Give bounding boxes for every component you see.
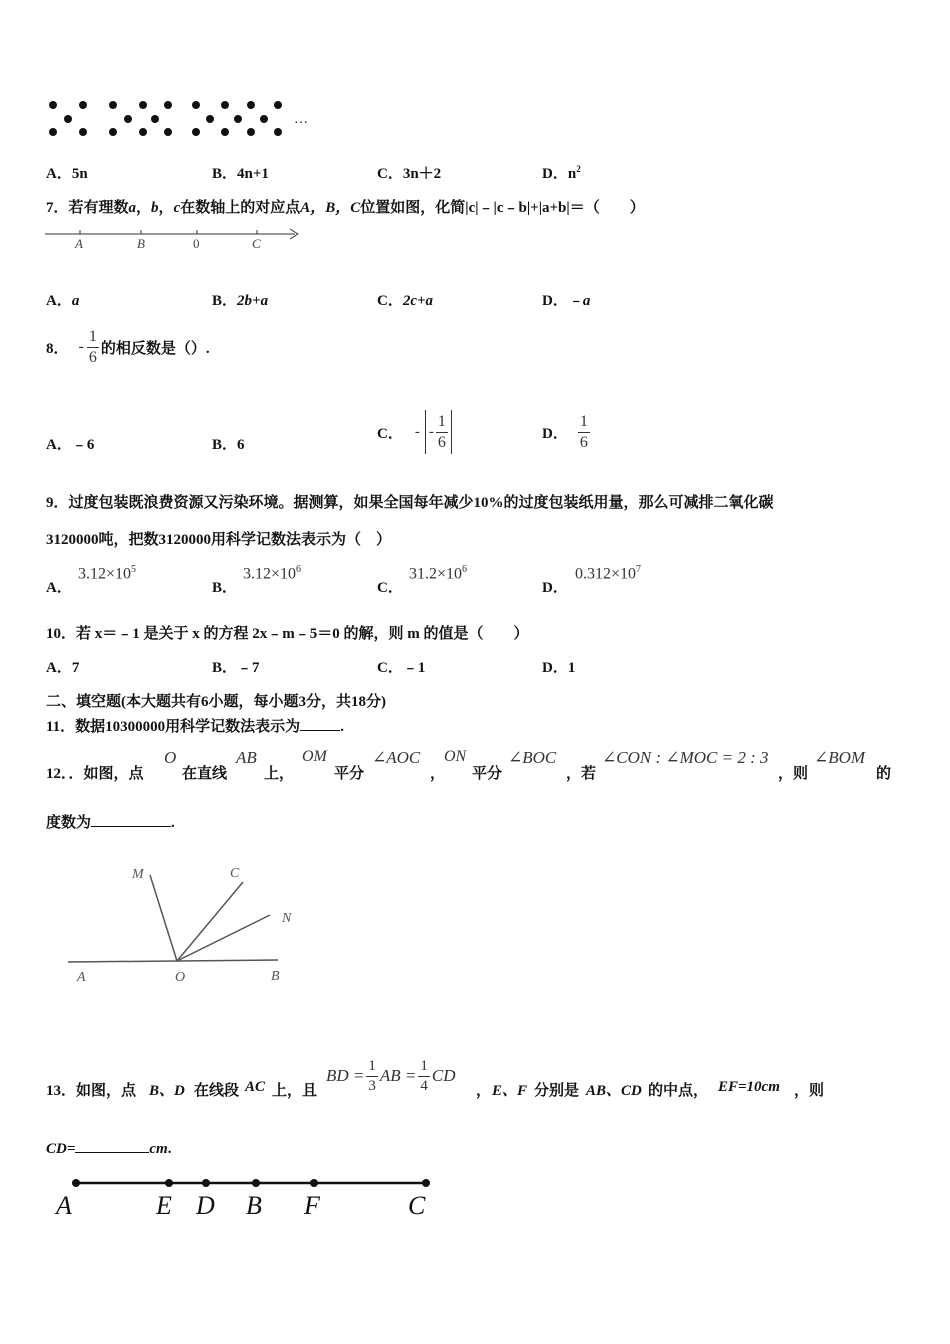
fraction: $\frac{1}{6}$ xyxy=(88,327,97,366)
dot xyxy=(192,128,200,136)
q8-option-a[interactable]: A．﹣6 xyxy=(46,437,95,453)
answer-blank[interactable] xyxy=(91,826,171,827)
q9-option-b-letter[interactable]: B． xyxy=(212,580,238,596)
number-line-figure xyxy=(40,222,305,254)
q7-option-a[interactable]: A．a xyxy=(46,293,80,309)
q12-stem-line2: 度数为 . xyxy=(46,815,175,831)
q7-option-d[interactable]: D．﹣a xyxy=(542,293,591,309)
q8-option-b[interactable]: B．6 xyxy=(212,437,245,453)
dot xyxy=(109,101,117,109)
label-n: N xyxy=(282,911,292,926)
q7-option-b[interactable]: B．2b+a xyxy=(212,293,269,309)
dot xyxy=(192,101,200,109)
dot xyxy=(79,128,87,136)
label-c: C xyxy=(230,866,240,881)
point xyxy=(252,1179,260,1187)
q8-stem: 8． - $\frac{1}{6}$ 的相反数是（）. xyxy=(46,327,210,366)
dot xyxy=(221,101,229,109)
point xyxy=(310,1179,318,1187)
axis-label-c: C xyxy=(252,236,261,251)
q9-option-a-letter[interactable]: A． xyxy=(46,580,72,596)
q9-option-d-letter[interactable]: D． xyxy=(542,580,568,596)
label-o: O xyxy=(175,970,186,985)
ellipsis: … xyxy=(294,112,308,127)
label-a: A xyxy=(77,970,86,985)
dot xyxy=(139,101,147,109)
fraction: $\frac{1}{4}$ xyxy=(420,1057,428,1094)
fraction: $\frac{1}{3}$ xyxy=(368,1057,376,1094)
section-title: 二、填空题(本大题共有6小题，每小题3分，共18分) xyxy=(46,694,386,710)
q9-option-c[interactable]: $31.2\times 10^6$ xyxy=(409,564,468,583)
fraction: $\frac{1}{6}$ xyxy=(437,412,446,451)
ratio-equation: BD = $\frac{1}{3}$ AB = $\frac{1}{4}$ CD xyxy=(326,1057,456,1094)
q10-option-d[interactable]: D．1 xyxy=(542,660,576,676)
dot xyxy=(247,101,255,109)
dot xyxy=(79,101,87,109)
dot xyxy=(206,115,214,123)
dot xyxy=(221,128,229,136)
axis-label-b: B xyxy=(137,236,145,251)
q9-stem-line1: 9．过度包装既浪费资源又污染环境。据测算，如果全国每年减少10%的过度包装纸用量，那么可减排二氧化碳 xyxy=(46,495,774,511)
q10-stem: 10．若 x＝﹣1 是关于 x 的方程 2x﹣m﹣5＝0 的解，则 m 的值是（ ） xyxy=(46,626,529,642)
q12-stem: 12．．如图，点 O 在直线 AB 上， OM 平分 ∠AOC ， ON 平分 ∠BOC ，若 ∠CON : ∠MOC = 2 : 3 ，则 ∠BOM 的 xyxy=(46,748,892,782)
q10-option-b[interactable]: B．﹣7 xyxy=(212,660,260,676)
q9-option-d[interactable]: $0.312\times 10^7$ xyxy=(575,564,642,583)
answer-blank[interactable] xyxy=(75,1152,149,1153)
dot xyxy=(49,101,57,109)
label-b: B xyxy=(246,1191,262,1220)
label-d: D xyxy=(196,1191,215,1220)
dot xyxy=(247,128,255,136)
dot xyxy=(260,115,268,123)
dot xyxy=(49,128,57,136)
q6-option-a[interactable]: A．5n xyxy=(46,166,88,182)
point xyxy=(422,1179,430,1187)
label-a: A xyxy=(56,1191,72,1220)
point xyxy=(165,1179,173,1187)
q8-option-d[interactable]: D． $\frac{1}{6}$ xyxy=(542,412,588,451)
label-c: C xyxy=(408,1191,426,1220)
q6-option-b[interactable]: B．4n+1 xyxy=(212,166,269,182)
angle-figure xyxy=(60,855,310,995)
q13-stem-line2: CD= cm. xyxy=(46,1141,172,1157)
absolute-value: - $\frac{1}{6}$ xyxy=(425,410,452,454)
q7-option-c[interactable]: C．2c+a xyxy=(377,293,434,309)
q9-option-c-letter[interactable]: C． xyxy=(377,580,403,596)
q6-option-c[interactable]: C．3n＋2 xyxy=(377,166,442,182)
fraction: $\frac{1}{6}$ xyxy=(579,412,588,451)
label-m: M xyxy=(132,867,144,882)
point xyxy=(202,1179,210,1187)
dot xyxy=(64,115,72,123)
label-e: E xyxy=(156,1191,172,1220)
answer-blank[interactable] xyxy=(300,730,340,731)
q7-stem: 7．若有理数a，b，c在数轴上的对应点A，B，C位置如图，化简|c|﹣|c﹣b|+|a+b|＝（ ） xyxy=(46,200,645,216)
axis-label-a: A xyxy=(75,236,83,251)
q10-option-c[interactable]: C．﹣1 xyxy=(377,660,426,676)
q8-option-c[interactable]: C． - - $\frac{1}{6}$ xyxy=(377,408,452,456)
dot xyxy=(164,101,172,109)
label-f: F xyxy=(304,1191,320,1220)
label-b: B xyxy=(271,969,280,984)
q10-option-a[interactable]: A．7 xyxy=(46,660,80,676)
dot xyxy=(234,115,242,123)
dot xyxy=(274,101,282,109)
dot xyxy=(109,128,117,136)
dot xyxy=(151,115,159,123)
axis-label-zero: 0 xyxy=(193,236,200,251)
dot xyxy=(274,128,282,136)
dot-pattern-figure xyxy=(40,95,300,145)
q9-option-a[interactable]: $3.12\times 10^5$ xyxy=(78,564,137,583)
q9-stem-line2: 3120000吨，把数3120000用科学记数法表示为（ ） xyxy=(46,532,392,548)
q9-option-b[interactable]: $3.12\times 10^6$ xyxy=(243,564,302,583)
dot xyxy=(139,128,147,136)
q11-stem: 11．数据10300000用科学记数法表示为 . xyxy=(46,719,344,735)
dot xyxy=(164,128,172,136)
segment-figure xyxy=(50,1170,440,1225)
q6-option-d[interactable]: D．$n^2$ xyxy=(542,164,581,182)
dot xyxy=(124,115,132,123)
q13-stem: 13．如图，点 B、D 在线段 AC 上，且 BD = $\frac{1}{3}$ AB = $\frac{1}{4}$ CD ， E、F 分别是 AB、CD 的中点， EF=10cm ，则 xyxy=(46,1050,866,1102)
point xyxy=(72,1179,80,1187)
